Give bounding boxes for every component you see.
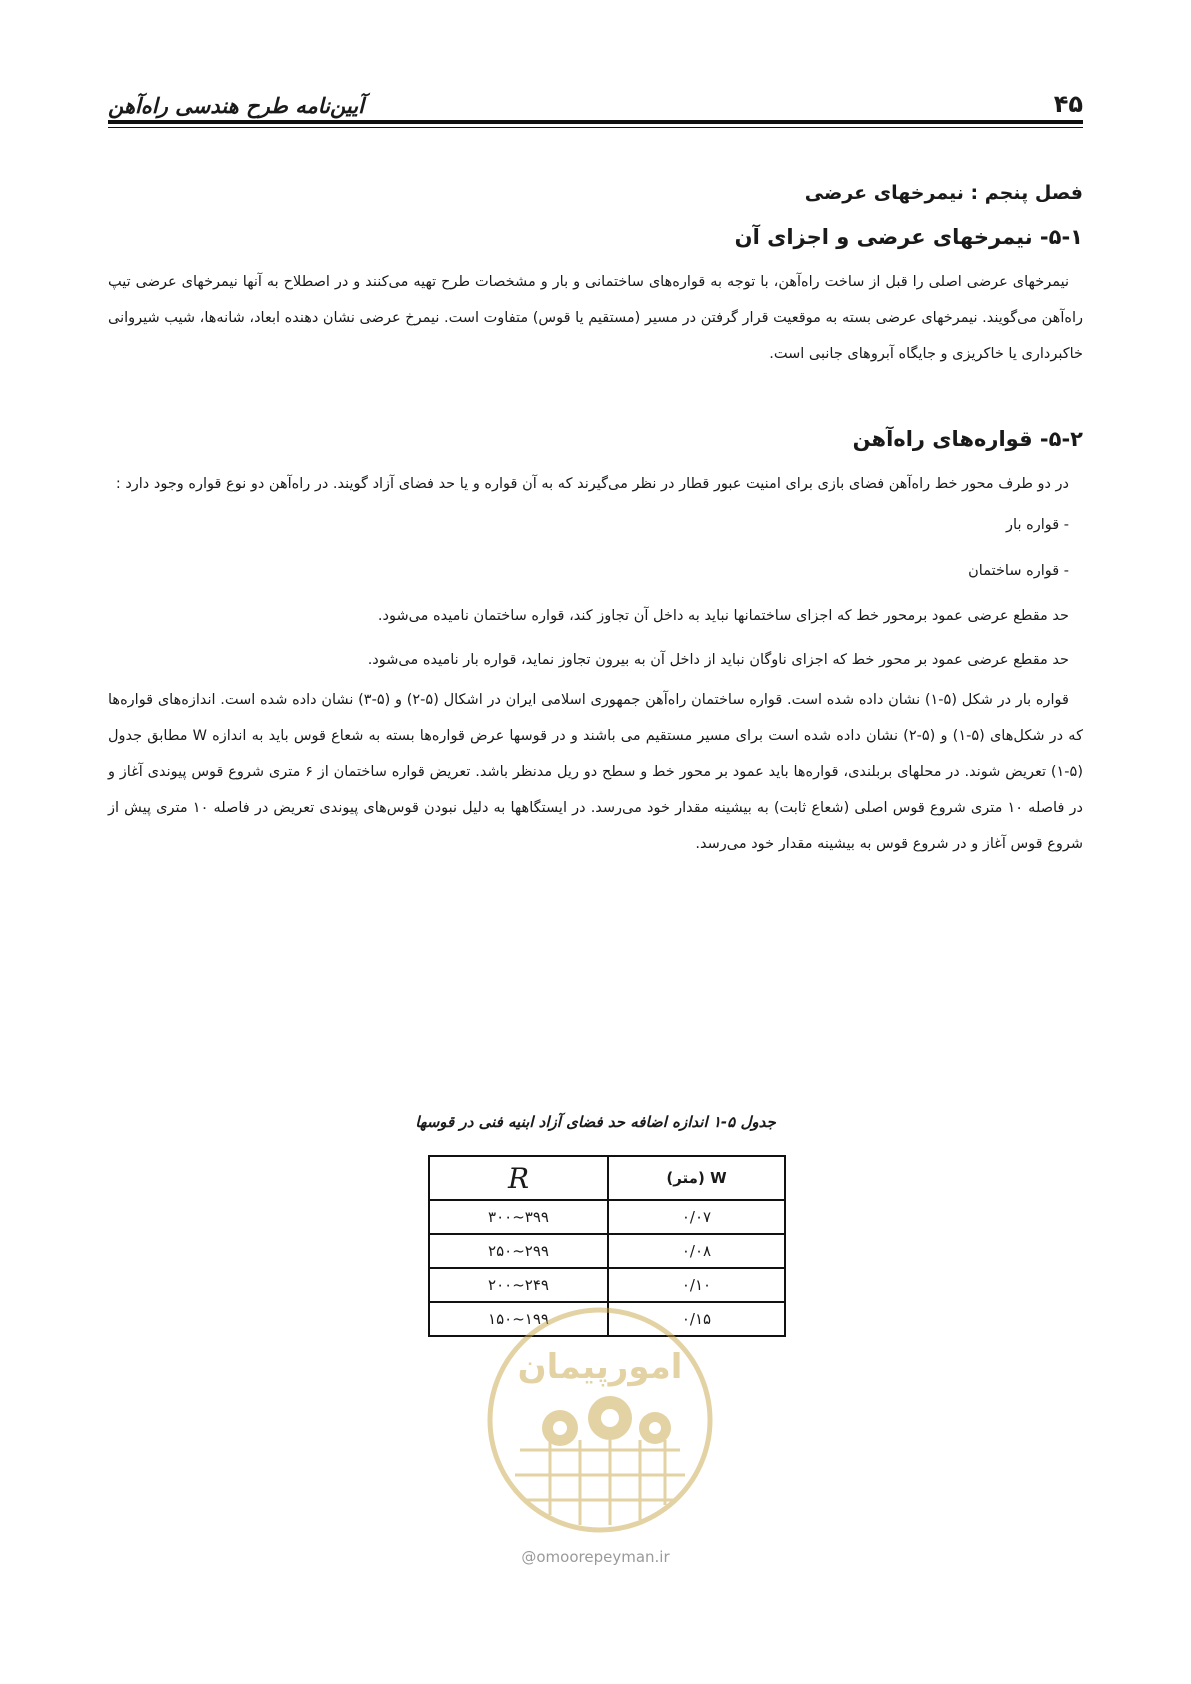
- cell-r: ۲۹۹~۲۵۰: [429, 1234, 608, 1268]
- section-5-2-paragraph: قواره بار در شکل (۵-۱) نشان داده شده است. قواره ساختمان راه‌آهن جمهوری اسلامی ایران در اشکال (۵-۲) و (۵-۳) نشان داده شده است. اندازه‌های قواره‌ها که در شکل‌های (۵-۱) و (۵-۲) نشان داده شده است برای مسیر مستقیم می باشند و در قوسها عرض قواره‌ها بسته به شعاع قوس باید به اندازه W مطابق جدول (۵-۱) تعریض شوند. در محلهای بربلندی، قواره‌ها باید عمود بر محور خط و سطح دو ریل مدنظر باشد. تعریض قواره ساختمان از ۶ متری شروع قوس پیوندی آغاز و در فاصله ۱۰ متری شروع قوس اصلی (شعاع ثابت) به بیشینه مقدار خود می‌رسد. در ایستگاهها به دلیل نبودن قوس‌های پیوندی تعریض در فاصله ۱۰ متری پیش از شروع قوس آغاز و در شروع قوس به بیشینه مقدار خود می‌رسد.: [108, 692, 1083, 852]
- watermark-stamp-logo: [480, 1300, 720, 1540]
- chapter-title: فصل پنجم : نیمرخهای عرضی: [804, 182, 1083, 204]
- section-5-2-intro: در دو طرف محور خط راه‌آهن فضای بازی برای امنیت عبور قطار در نظر می‌گیرند که به آن قواره و یا حد فضای آزاد گویند. در راه‌آهن دو نوع قواره وجود دارد :: [115, 476, 1069, 492]
- bullet-structure-gauge: - قواره ساختمان: [968, 563, 1069, 579]
- table-row: [429, 1200, 785, 1234]
- header-rule-thin: [108, 127, 1083, 128]
- definition-structure-gauge: حد مقطع عرضی عمود برمحور خط که اجزای ساختمانها نباید به داخل آن تجاوز کند، قواره ساختمان نامیده می‌شود.: [377, 608, 1069, 624]
- cell-r: ۱۹۹~۱۵۰: [429, 1302, 608, 1336]
- page-number: ۴۵: [1053, 90, 1083, 118]
- page-header: [108, 78, 1083, 118]
- section-heading-5-1: ۵-۱- نیمرخهای عرضی و اجزای آن: [734, 225, 1083, 249]
- table-row: [429, 1234, 785, 1268]
- section-heading-5-2: ۵-۲- قواره‌های راه‌آهن: [852, 427, 1083, 451]
- cell-w: ۰/۱۰: [608, 1268, 785, 1302]
- cell-w: ۰/۰۸: [608, 1234, 785, 1268]
- header-w-unit: (متر): [666, 1169, 705, 1187]
- table-row: [429, 1268, 785, 1302]
- header-rule-thick: [108, 120, 1083, 124]
- header-r-symbol: R: [507, 1161, 530, 1195]
- cell-w: ۰/۰۷: [608, 1200, 785, 1234]
- stamp-text: امورپیمان: [517, 1347, 683, 1387]
- page-content: [108, 178, 1083, 862]
- header-w-symbol: W: [710, 1169, 727, 1187]
- cell-r: ۲۴۹~۲۰۰: [429, 1268, 608, 1302]
- table-caption: جدول ۵-۱ اندازه اضافه حد فضای آزاد ابنیه فنی در قوسها: [415, 1113, 776, 1131]
- cell-r: ۳۹۹~۳۰۰: [429, 1200, 608, 1234]
- table-header-row: [429, 1156, 785, 1200]
- running-title: آیین‌نامه طرح هندسی راه‌آهن: [108, 94, 364, 118]
- section-5-1-paragraph: نیمرخهای عرضی اصلی را قبل از ساخت راه‌آهن، با توجه به قواره‌های ساختمانی و بار و مشخصات طرح تهیه می‌کنند و در اصطلاح به آنها نیمرخهای عرضی تیپ راه‌آهن می‌گویند. نیمرخهای عرضی بسته به موقعیت قرار گرفتن در مسیر (مستقیم یا قوس) متفاوت است. نیمرخ عرضی نشان دهنده ابعاد، شانه‌ها، شیب شیروانی خاکبرداری یا خاکریزی و جایگاه آبروهای جانبی است.: [108, 274, 1083, 362]
- header-w: [608, 1156, 785, 1200]
- header-r: [429, 1156, 608, 1200]
- cell-w: ۰/۱۵: [608, 1302, 785, 1336]
- watermark-url: @omoorepeyman.ir: [521, 1548, 670, 1566]
- bullet-load-gauge: - قواره بار: [1006, 517, 1069, 533]
- definition-load-gauge: حد مقطع عرضی عمود بر محور خط که اجزای ناوگان نباید از داخل آن به بیرون تجاوز نماید، قواره بار نامیده می‌شود.: [367, 652, 1069, 668]
